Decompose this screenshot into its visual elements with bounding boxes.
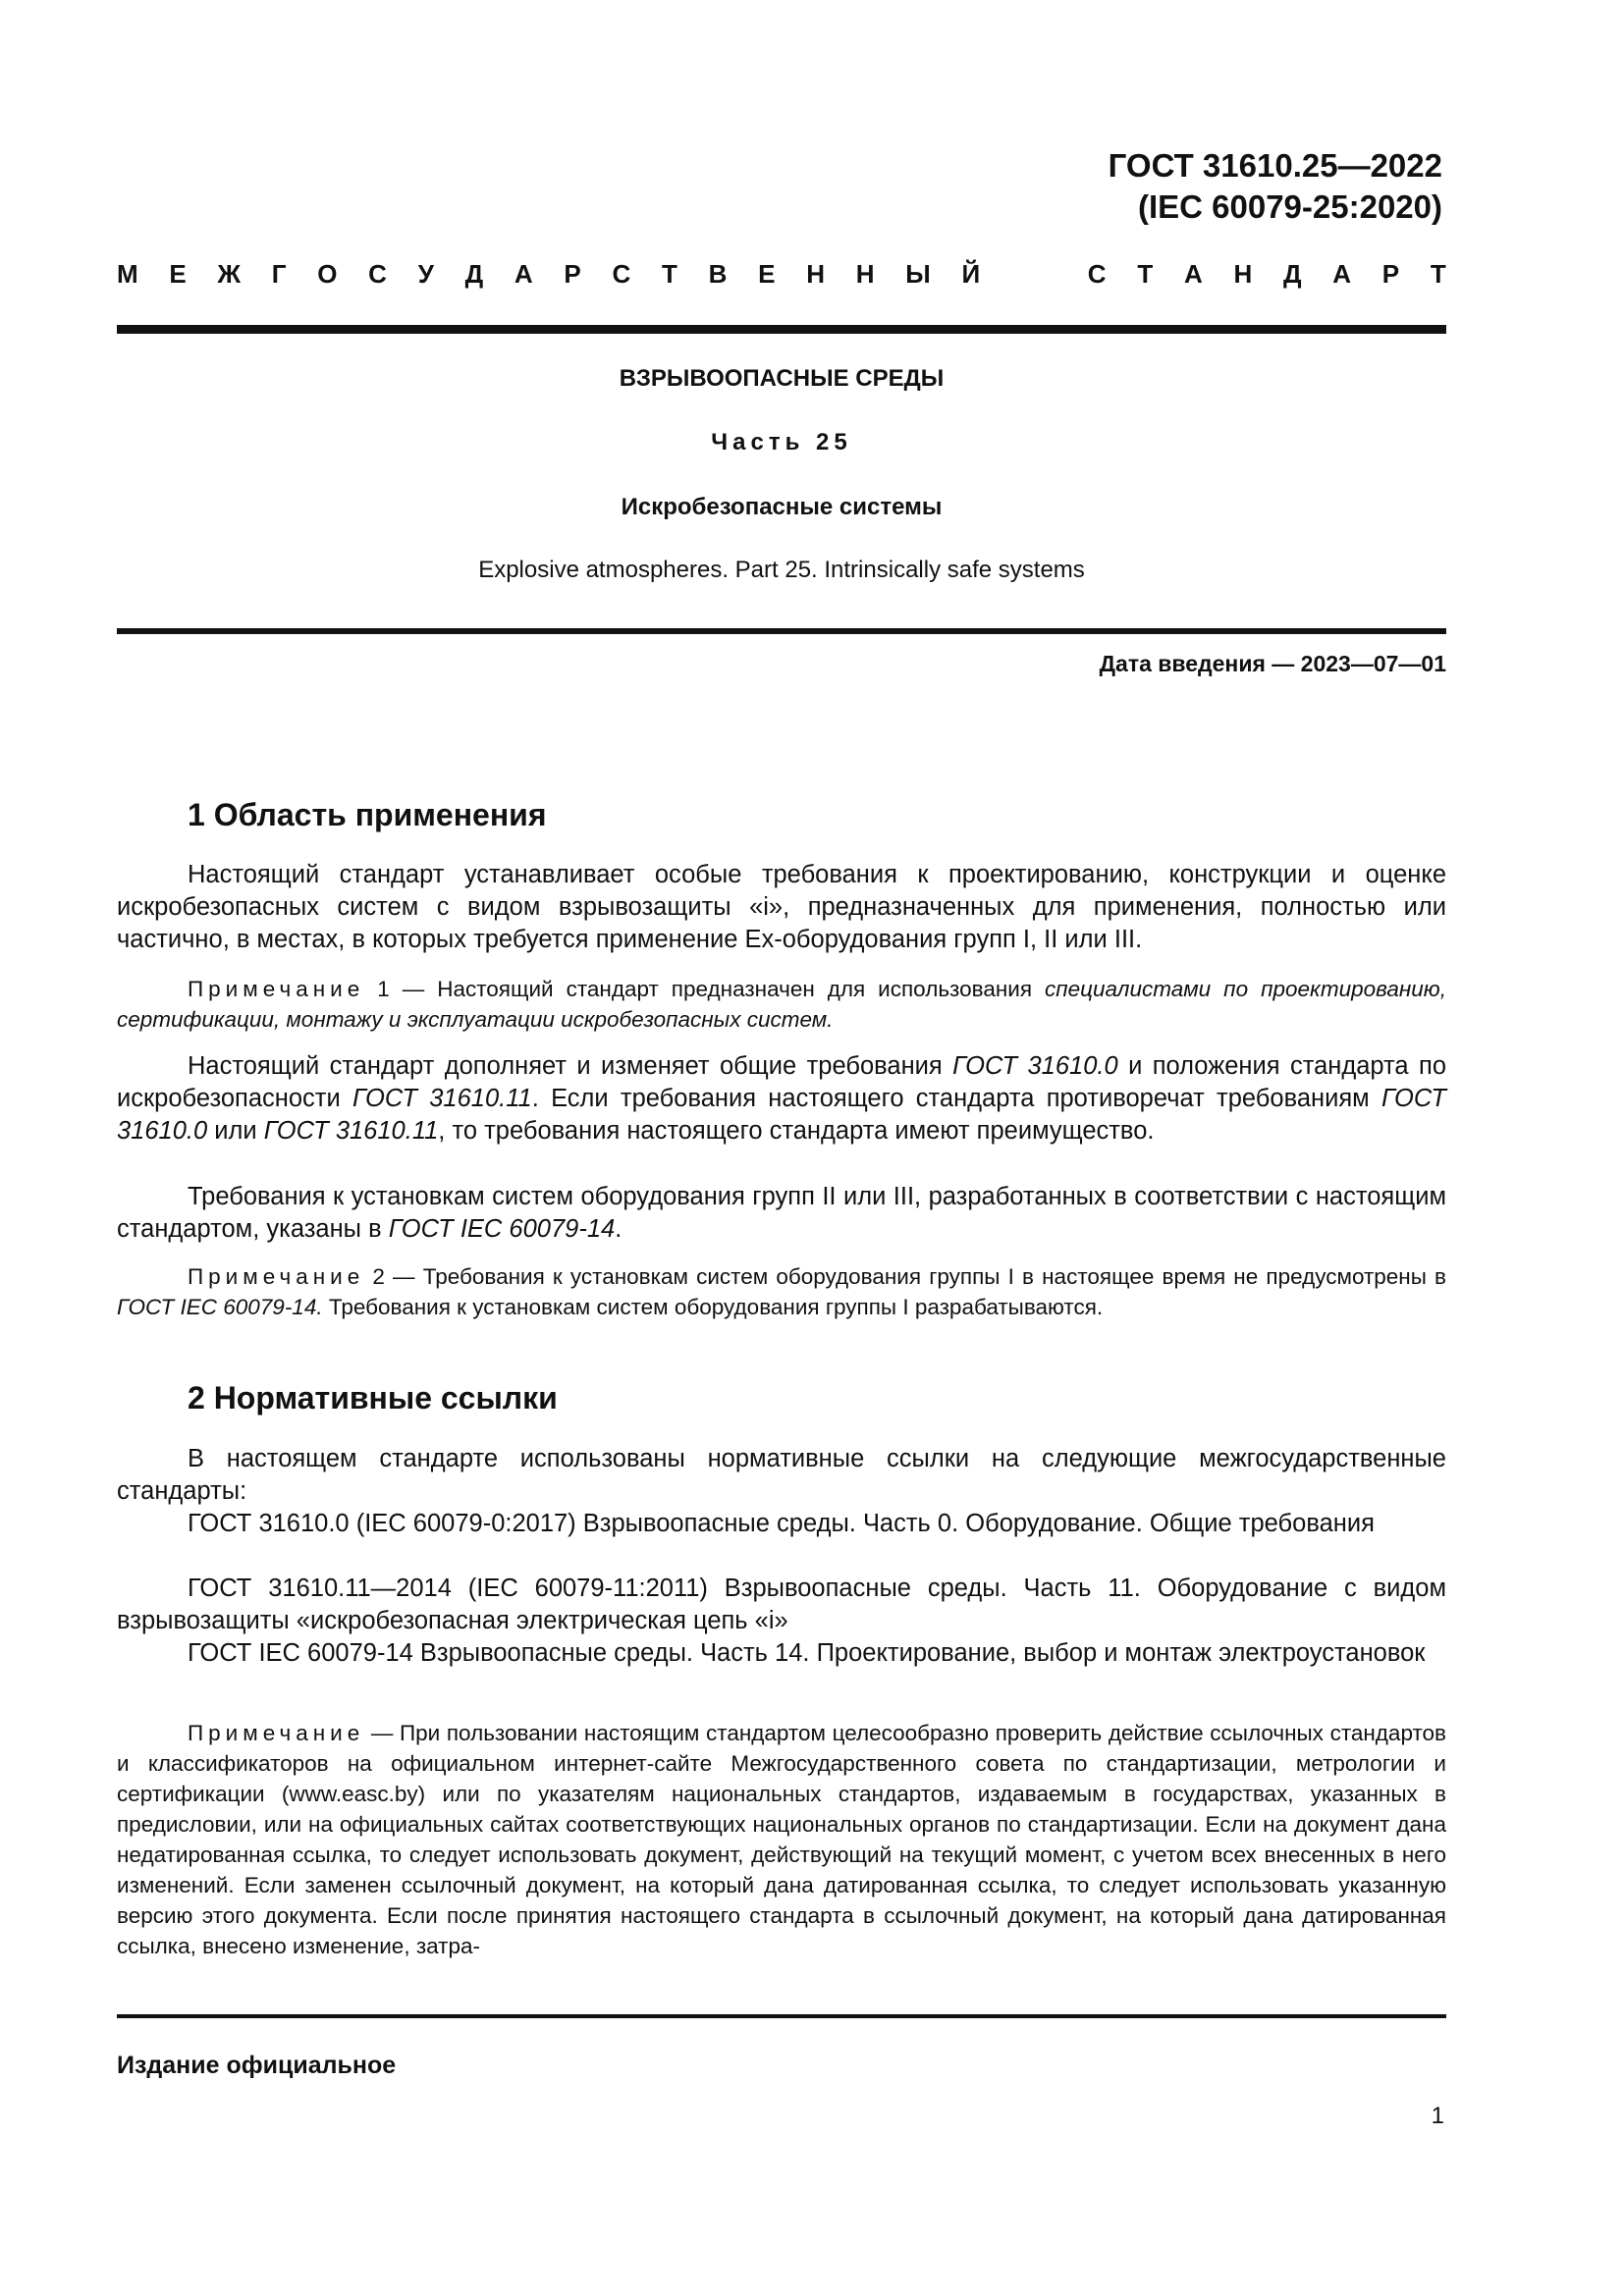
section2-note xyxy=(117,1718,1446,1961)
banner-letter: У xyxy=(417,259,434,289)
paragraph-text: , то требования настоящего стандарта имеют преимущество. xyxy=(438,1117,1155,1145)
paragraph-text: Настоящий стандарт дополняет и изменяет общие требования xyxy=(188,1052,953,1080)
standard-code-line2: (IEC 60079-25:2020) xyxy=(1137,188,1442,225)
section1-paragraph1: Настоящий стандарт устанавливает особые требования к проектированию, конструкции и оценке искробезопасных систем с видом взрывозащиты «i», предназначенных для применения, полностью или частично, в местах, в которых требуется применение Ex-оборудования групп I, II или III. xyxy=(117,861,1446,953)
paragraph-text: Требования к установкам систем оборудования групп II или III, разработанных в соответствии с настоящим стандартом, указаны в xyxy=(117,1183,1446,1243)
note-label: Примечание xyxy=(188,1721,365,1745)
document-subtitle: Искробезопасные системы xyxy=(621,494,943,520)
banner-letter: Т xyxy=(661,259,677,289)
note-italic-text: специалистами по проектированию, сертификации, монтажу и эксплуатации искробезопасных систем. xyxy=(117,977,1446,1032)
standard-reference: ГОСТ IEC 60079-14. xyxy=(117,1295,323,1319)
banner-letter: В xyxy=(708,259,728,289)
note-text: 1 — Настоящий стандарт предназначен для использования xyxy=(364,977,1046,1001)
banner-letter: Е xyxy=(169,259,187,289)
banner-letter: Д xyxy=(1282,259,1302,289)
standard-reference: ГОСТ 31610.0 xyxy=(117,1085,1446,1145)
note-label: Примечание xyxy=(188,977,365,1001)
title-rule xyxy=(117,628,1446,634)
header-rule xyxy=(117,325,1446,334)
standard-code-line1: ГОСТ 31610.25—2022 xyxy=(1108,147,1442,184)
section1-note1 xyxy=(117,974,1446,1035)
banner-letter: Т xyxy=(1430,259,1446,289)
banner-letter: С xyxy=(612,259,631,289)
banner-letter: Р xyxy=(1381,259,1400,289)
document-part: Часть 25 xyxy=(711,429,852,455)
section2-heading: 2 Нормативные ссылки xyxy=(188,1380,558,1415)
banner-letter: С xyxy=(1087,259,1107,289)
official-edition: Издание официальное xyxy=(117,2052,397,2079)
standard-reference: ГОСТ IEC 60079-14 xyxy=(388,1215,616,1243)
paragraph-text: и положения стандарта по искробезопасности xyxy=(117,1052,1446,1112)
banner-letter: Н xyxy=(806,259,825,289)
note-text: 2 — Требования к установкам систем оборудования группы I в настоящее время не предусмотрены в xyxy=(364,1264,1446,1289)
banner-letter: Р xyxy=(564,259,581,289)
section1-note2 xyxy=(117,1261,1446,1322)
banner-letter: Т xyxy=(1137,259,1154,289)
section1-heading: 1 Область применения xyxy=(188,797,547,832)
introduction-date: Дата введения — 2023—07—01 xyxy=(1099,651,1446,676)
section1-paragraph2 xyxy=(117,1050,1446,1148)
normative-reference-2: ГОСТ 31610.11—2014 (IEC 60079-11:2011) Взрывоопасные среды. Часть 11. Оборудование с видом взрывозащиты «искробезопасная электрическая цепь «i» xyxy=(117,1575,1446,1634)
banner-letter: А xyxy=(514,259,533,289)
footer-rule xyxy=(117,2014,1446,2018)
banner-letter: М xyxy=(117,259,138,289)
standard-reference: ГОСТ 31610.11 xyxy=(352,1085,532,1112)
interstate-standard-banner xyxy=(117,259,1446,290)
banner-letter: Е xyxy=(758,259,776,289)
banner-letter: А xyxy=(1183,259,1203,289)
banner-letter: Д xyxy=(464,259,484,289)
banner-letter: Н xyxy=(1233,259,1253,289)
paragraph-text: или xyxy=(207,1117,264,1145)
banner-letter: С xyxy=(368,259,387,289)
section1-paragraph3 xyxy=(117,1181,1446,1246)
section2-paragraph1: В настоящем стандарте использованы нормативные ссылки на следующие межгосударственные стандарты: xyxy=(117,1445,1446,1505)
standard-code xyxy=(1109,145,1442,228)
banner-letter: О xyxy=(317,259,338,289)
banner-letter: Й xyxy=(961,259,981,289)
standard-reference: ГОСТ 31610.11 xyxy=(263,1117,439,1145)
note-text: Требования к установкам систем оборудования группы I разрабатываются. xyxy=(322,1295,1104,1319)
note-text: — При пользовании настоящим стандартом целесообразно проверить действие ссылочных стандартов и классификаторов на официальном интернет-сайте Межгосударственного совета по стандартизации, метрологии и сертификации (www.easc.by) или по указателям национальных стандартов, издаваемым в государствах, указанных в предисловии, или на официальных сайтах соответствующих национальных органов по стандартизации. Если на документ дана недатированная ссылка, то следует использовать документ, действующий на текущий момент, с учетом всех внесенных в него изменений. Если заменен ссылочный документ, на который дана датированная ссылка, то следует использовать указанную версию этого документа. Если после принятия настоящего стандарта в ссылочный документ, на который дана датированная ссылка, внесено изменение, затра- xyxy=(117,1721,1446,1958)
page-number: 1 xyxy=(1431,2103,1444,2129)
english-title: Explosive atmospheres. Part 25. Intrinsically safe systems xyxy=(478,557,1085,583)
standard-reference: ГОСТ 31610.0 xyxy=(952,1052,1118,1080)
normative-reference-3: ГОСТ IEC 60079-14 Взрывоопасные среды. Часть 14. Проектирование, выбор и монтаж электроустановок xyxy=(188,1639,1426,1667)
banner-letter xyxy=(1011,259,1018,290)
banner-letter: Н xyxy=(855,259,875,289)
paragraph-text: . xyxy=(615,1215,623,1243)
banner-letter: Ж xyxy=(217,259,241,289)
normative-reference-1: ГОСТ 31610.0 (IEC 60079-0:2017) Взрывоопасные среды. Часть 0. Оборудование. Общие требования xyxy=(188,1510,1375,1537)
banner-letter: Г xyxy=(271,259,287,289)
banner-letter xyxy=(1050,259,1056,290)
document-title: ВЗРЫВООПАСНЫЕ СРЕДЫ xyxy=(619,365,945,392)
banner-letter: Ы xyxy=(905,259,931,289)
note-label: Примечание xyxy=(188,1264,365,1289)
banner-letter: А xyxy=(1332,259,1352,289)
paragraph-text: . Если требования настоящего стандарта противоречат требованиям xyxy=(531,1085,1381,1112)
